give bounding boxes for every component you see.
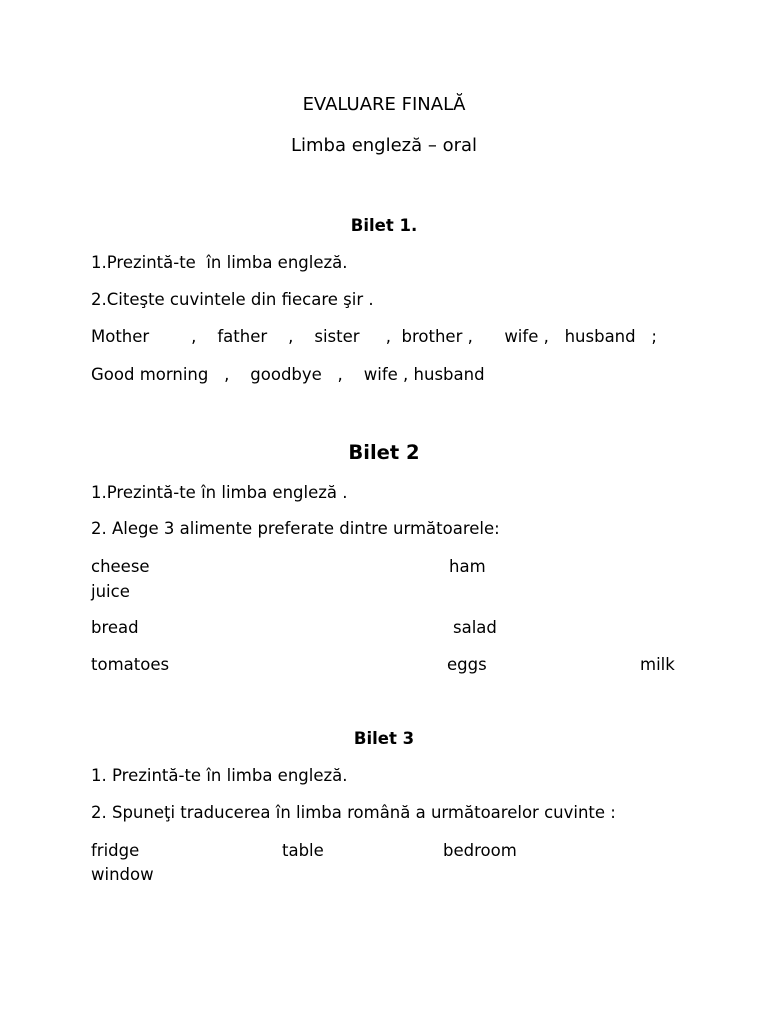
food-item-milk: milk <box>640 655 675 674</box>
food-item-tomatoes: tomatoes <box>91 655 170 674</box>
bilet-3-task-2: 2. Spuneţi traducerea în limba română a următoarelor cuvinte : <box>91 803 616 822</box>
food-item-ham: ham <box>449 557 486 576</box>
word-item-fridge: fridge <box>91 841 140 860</box>
bilet-1-word-row-2: Good morning , goodbye , wife , husband <box>91 365 485 384</box>
word-item-bedroom: bedroom <box>443 841 517 860</box>
food-item-bread: bread <box>91 618 139 637</box>
bilet-1-task-1: 1.Prezintă-te în limba engleză. <box>91 253 348 272</box>
food-item-cheese: cheese <box>91 557 150 576</box>
bilet-2-task-1: 1.Prezintă-te în limba engleză . <box>91 483 348 502</box>
document-title: EVALUARE FINALĂ <box>302 94 466 115</box>
bilet-1-word-row-1: Mother , father , sister , brother , wife , husband ; <box>91 327 657 346</box>
document-subtitle: Limba engleză – oral <box>290 135 478 156</box>
food-item-juice: juice <box>91 582 130 601</box>
bilet-3-task-1: 1. Prezintă-te în limba engleză. <box>91 766 348 785</box>
bilet-2-task-2: 2. Alege 3 alimente preferate dintre următoarele: <box>91 519 500 538</box>
food-item-salad: salad <box>453 618 497 637</box>
bilet-1-heading: Bilet 1. <box>350 216 418 235</box>
word-item-table: table <box>282 841 324 860</box>
food-item-eggs: eggs <box>447 655 487 674</box>
bilet-1-task-2: 2.Citeşte cuvintele din fiecare şir . <box>91 290 374 309</box>
word-item-window: window <box>91 865 154 884</box>
bilet-3-heading: Bilet 3 <box>353 729 415 748</box>
bilet-2-heading: Bilet 2 <box>348 441 420 464</box>
